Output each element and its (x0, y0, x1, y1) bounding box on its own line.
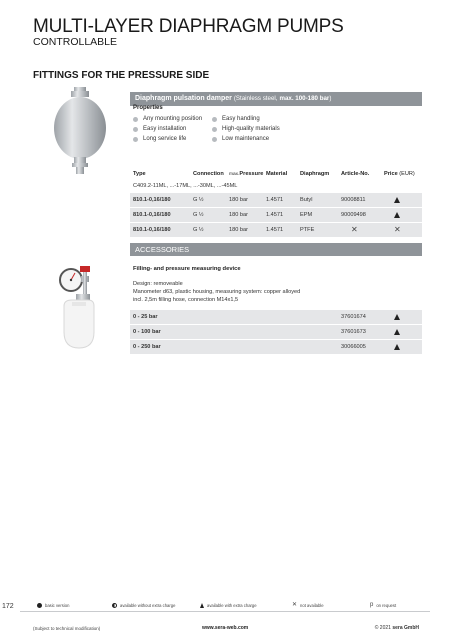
column-header-connection: Connection (193, 171, 224, 177)
cell-range: 0 - 250 bar (133, 344, 161, 350)
table-row (130, 325, 422, 339)
page-subtitle: CONTROLLABLE (33, 36, 118, 48)
table-row (130, 208, 422, 222)
section-title: FITTINGS FOR THE PRESSURE SIDE (33, 70, 210, 81)
dot-icon (37, 603, 42, 608)
property-text: Easy handling (222, 116, 260, 122)
table-row (130, 310, 422, 324)
property-item (212, 126, 280, 132)
legend-item (200, 603, 257, 608)
damper-heading-material: (Stainless steel, (233, 95, 278, 102)
property-text: Easy installation (143, 126, 187, 132)
bullet-icon (133, 117, 138, 122)
triangle-icon (394, 344, 400, 350)
pulsation-damper-image (52, 86, 108, 176)
damper-heading (130, 92, 422, 106)
property-item (133, 136, 186, 142)
legend-label: not available (300, 603, 324, 608)
accessories-heading: ACCESSORIES (130, 243, 422, 256)
property-text: Low maintenance (222, 136, 270, 142)
properties-label: Properties (133, 105, 163, 111)
cell-article: 90009498 (341, 212, 366, 218)
footer-note: (Subject to technical modification) (33, 626, 101, 631)
cell-connection: G ½ (193, 227, 204, 233)
legend-item (37, 603, 69, 608)
triangle-icon (200, 603, 204, 608)
company-name: sera GmbH (392, 625, 419, 631)
column-header-pressure-prefix: max. (229, 172, 240, 177)
legend-label: available without extra charge (120, 603, 176, 608)
table-row (130, 193, 422, 207)
column-header-price-unit: (EUR) (399, 171, 415, 177)
cell-type: 810.1-0,16/180 (133, 197, 171, 203)
cell-type: 810.1-0,16/180 (133, 212, 171, 218)
damper-heading-pressure: max. 100-180 bar (279, 95, 330, 102)
column-header-pressure-label: Pressure (239, 171, 264, 177)
half-circle-icon (112, 603, 117, 608)
column-header-type: Type (133, 171, 146, 177)
triangle-icon (394, 212, 400, 218)
cell-connection: G ½ (193, 197, 204, 203)
cross-icon: ✕ (351, 225, 358, 234)
cell-diaphragm: EPM (300, 212, 313, 218)
column-header-material: Material (266, 171, 288, 177)
property-item (133, 126, 186, 132)
damper-heading-end: ) (329, 95, 332, 102)
cell-material: 1.4571 (266, 212, 284, 218)
triangle-icon (394, 197, 400, 203)
legend-item (370, 603, 396, 608)
bullet-icon (212, 137, 217, 142)
footer-copyright (375, 625, 419, 631)
legend-label: on request (376, 603, 397, 608)
p-icon: p (370, 602, 374, 608)
bullet-icon (133, 137, 138, 142)
copyright-year: © 2021 (374, 625, 391, 631)
cell-pressure: 180 bar (229, 227, 248, 233)
property-item (212, 116, 260, 122)
cell-connection: G ½ (193, 212, 204, 218)
cell-type: 810.1-0,16/180 (133, 227, 171, 233)
cell-article: 90008811 (341, 197, 366, 203)
legend-label: available with extra charge (207, 603, 257, 608)
column-header-article: Article-No. (341, 171, 370, 177)
cross-icon: ✕ (394, 225, 401, 234)
column-header-price (384, 171, 415, 177)
accessory-description: Design: removeable (133, 281, 183, 287)
cell-range: 0 - 100 bar (133, 329, 161, 335)
footer-website[interactable]: www.sera-web.com (202, 625, 249, 631)
cell-range: 0 - 25 bar (133, 314, 158, 320)
table-row (130, 223, 422, 237)
accessory-description: Manometer d63, plastic housing, measuring system: copper alloyed (133, 289, 301, 295)
property-item (133, 116, 202, 122)
cell-diaphragm: PTFE (300, 227, 315, 233)
cell-material: 1.4571 (266, 227, 284, 233)
accessory-title: Filling- and pressure measuring device (133, 266, 241, 272)
cell-article: 37601674 (341, 314, 366, 320)
property-item (212, 136, 269, 142)
column-header-pressure (229, 171, 263, 177)
accessory-description: incl. 2,5m filling hose, connection M14x1,5 (133, 297, 239, 303)
bullet-icon (212, 117, 217, 122)
legend-label: basic version (45, 603, 70, 608)
page-number: 172 (2, 603, 14, 610)
table-row (130, 340, 422, 354)
column-header-diaphragm: Diaphragm (300, 171, 330, 177)
cell-material: 1.4571 (266, 197, 284, 203)
triangle-icon (394, 329, 400, 335)
property-text: High-quality materials (222, 126, 280, 132)
cell-pressure: 180 bar (229, 197, 248, 203)
page-title: MULTI-LAYER DIAPHRAGM PUMPS (33, 16, 344, 37)
property-text: Long service life (143, 136, 187, 142)
footer-divider (20, 611, 430, 612)
legend-item (292, 603, 324, 608)
cell-article: 30066005 (341, 344, 366, 350)
bullet-icon (133, 127, 138, 132)
cross-icon: ✕ (292, 602, 298, 608)
triangle-icon (394, 314, 400, 320)
pressure-gauge-image (58, 262, 98, 352)
cell-article: 37601673 (341, 329, 366, 335)
cell-pressure: 180 bar (229, 212, 248, 218)
property-text: Any mounting position (143, 116, 203, 122)
size-variants: C409.2-11ML, ...-17ML, ...-30ML, ...-45ML (133, 183, 238, 189)
bullet-icon (212, 127, 217, 132)
legend-item (112, 603, 175, 608)
damper-heading-name: Diaphragm pulsation damper (135, 95, 232, 102)
cell-diaphragm: Butyl (300, 197, 313, 203)
column-header-price-label: Price (384, 171, 398, 177)
